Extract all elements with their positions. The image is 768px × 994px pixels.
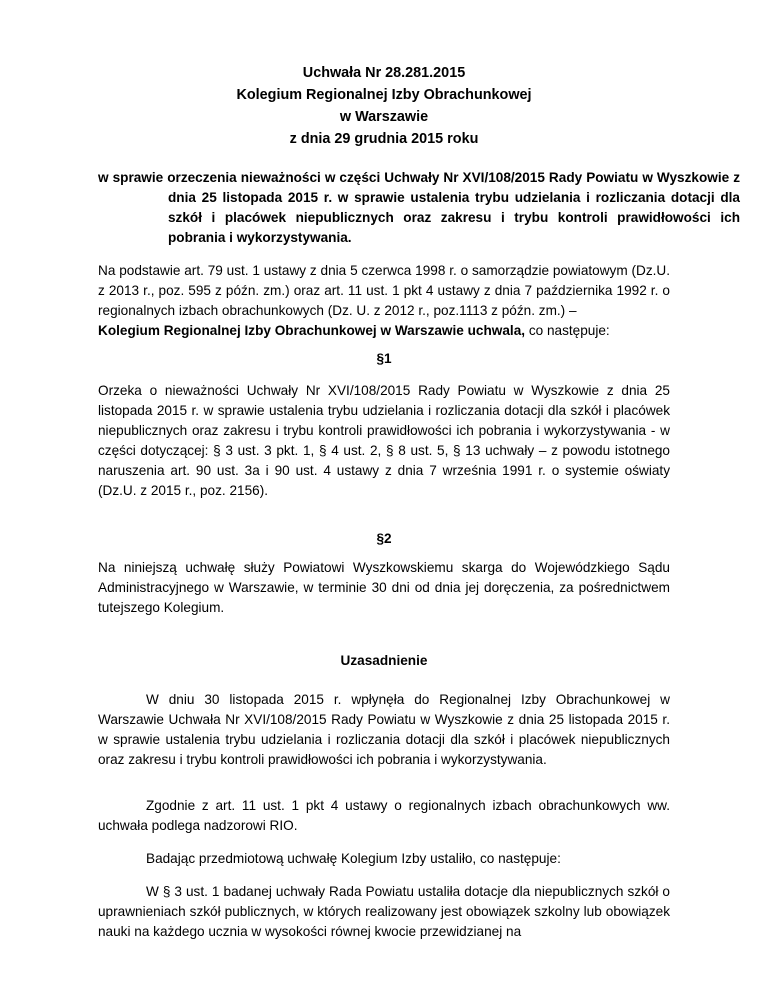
preamble-bold: Kolegium Regionalnej Izby Obrachunkowej w Warszawie uchwala, (98, 323, 526, 338)
preamble (98, 261, 670, 341)
justification-paragraph-4: W § 3 ust. 1 badanej uchwały Rada Powiatu ustaliła dotacje dla niepublicznych szkół o uprawnieniach szkół publicznych, w których realizowany jest obowiązek szkolny lub obowiązek nauki na każdego ucznia w wysokości równej kwocie przewidzianej na (98, 884, 670, 939)
section-1-title: §1 (376, 351, 392, 366)
justification-title: Uzasadnienie (340, 653, 428, 668)
section-1-text: Orzeka o nieważności Uchwały Nr XVI/108/2015 Rady Powiatu w Wyszkowie z dnia 25 listopada 2015 r. w sprawie ustalenia trybu udzielania i rozliczania dotacji dla szkół i placówek niepublicznych oraz zakresu i trybu kontroli prawidłowości ich pobrania i wykorzystywania - w części dotyczącej: § 3 ust. 3 pkt. 1, § 4 ust. 2, § 8 ust. 5, § 13 uchwały – z powodu istotnego naruszenia art. 90 ust. 3a i 90 ust. 4 ustawy z dnia 7 września 1991 r. o systemie oświaty (Dz.U. z 2015 r., poz. 2156). (98, 383, 670, 498)
resolution-date: z dnia 29 grudnia 2015 roku (289, 131, 479, 147)
resolution-header (0, 62, 768, 150)
justification-paragraph-3: Badając przedmiotową uchwałę Kolegium Izby ustaliło, co następuje: (146, 851, 561, 866)
section-2-text: Na niniejszą uchwałę służy Powiatowi Wyszkowskiemu skarga do Wojewódzkiego Sądu Administracyjnego w Warszawie, w terminie 30 dni od dnia jej doręczenia, za pośrednictwem tutejszego Kolegium. (98, 560, 670, 615)
issuing-city: w Warszawie (339, 109, 429, 125)
section-2-title: §2 (376, 531, 392, 546)
justification-paragraph-2: Zgodnie z art. 11 ust. 1 pkt 4 ustawy o regionalnych izbach obrachunkowych ww. uchwała podlega nadzorowi RIO. (98, 798, 670, 833)
issuing-body: Kolegium Regionalnej Izby Obrachunkowej (236, 87, 532, 103)
justification-paragraph-1: W dniu 30 listopada 2015 r. wpłynęła do Regionalnej Izby Obrachunkowej w Warszawie Uchwała Nr XVI/108/2015 Rady Powiatu w Wyszkowie z dnia 25 listopada 2015 r. w sprawie ustalenia trybu udzielania i rozliczania dotacji dla szkół i placówek niepublicznych oraz zakresu i trybu kontroli prawidłowości ich pobrania i wykorzystywania. (98, 692, 670, 767)
preamble-tail: co następuje: (525, 323, 610, 338)
resolution-subject: w sprawie orzeczenia nieważności w części Uchwały Nr XVI/108/2015 Rady Powiatu w Wyszkowie z dnia 25 listopada 2015 r. w sprawie ustalenia trybu udzielania i rozliczania dotacji dla szkół i placówek niepublicznych oraz zakresu i trybu kontroli prawidłowości ich pobrania i wykorzystywania. (98, 170, 740, 245)
resolution-number: Uchwała Nr 28.281.2015 (302, 65, 466, 81)
preamble-text: Na podstawie art. 79 ust. 1 ustawy z dnia 5 czerwca 1998 r. o samorządzie powiatowym (Dz.U. z 2013 r., poz. 595 z późn. zm.) oraz art. 11 ust. 1 pkt 4 ustawy z dnia 7 października 1992 r. o regionalnych izbach obrachunkowych (Dz. U. z 2012 r., poz.1113 z późn. zm.) – (98, 263, 670, 318)
preamble-decision (98, 321, 670, 341)
